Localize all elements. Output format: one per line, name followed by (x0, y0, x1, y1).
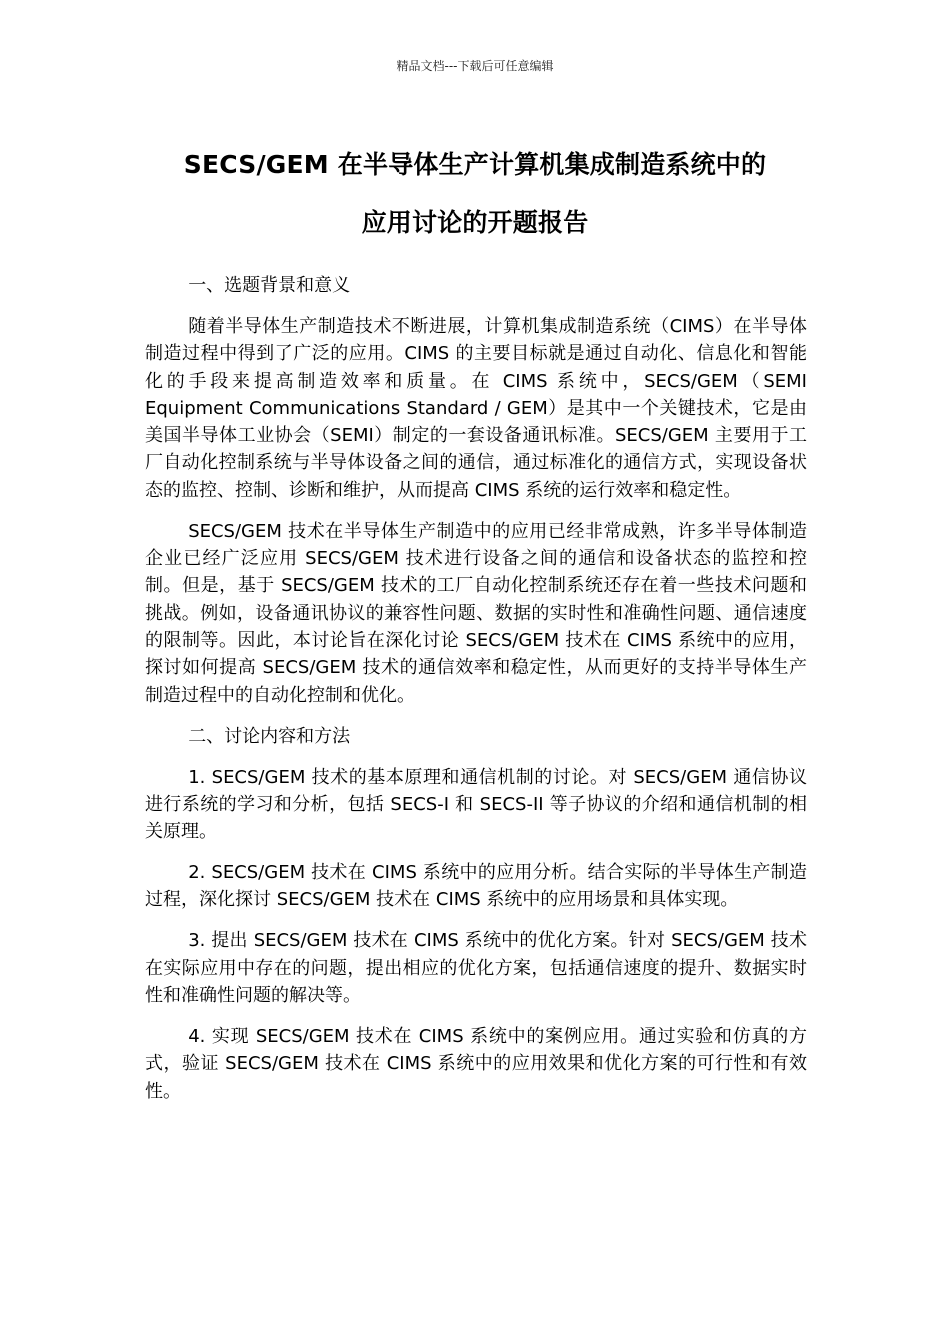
list-item-4: 4. 实现 SECS/GEM 技术在 CIMS 系统中的案例应用。通过实验和仿真的方式，验证 SECS/GEM 技术在 CIMS 系统中的应用效果和优化方案的可行性和有效性。 (145, 1025, 807, 1102)
document-title (100, 136, 850, 252)
section-heading-background: 一、选题背景和意义 (188, 275, 351, 296)
list-item-3: 3. 提出 SECS/GEM 技术在 CIMS 系统中的优化方案。针对 SECS/GEM 技术在实际应用中存在的问题，提出相应的优化方案，包括通信速度的提升、数据实时性和准确性问题的解决等。 (145, 930, 807, 1006)
title-line-2: 应用讨论的开题报告 (361, 208, 589, 237)
list-item-2: 2. SECS/GEM 技术在 CIMS 系统中的应用分析。结合实际的半导体生产制造过程，深化探讨 SECS/GEM 技术在 CIMS 系统中的应用场景和具体实现。 (145, 862, 807, 911)
paragraph-background-2: SECS/GEM 技术在半导体生产制造中的应用已经非常成熟，许多半导体制造企业已经广泛应用 SECS/GEM 技术进行设备之间的通信和设备状态的监控和控制。但是，基于 SECS/GEM 技术的工厂自动化控制系统还存在着一些技术问题和挑战。例如，设备通讯协议的兼容性问题、数据的实时性和准确性问题、通信速度的限制等。因此，本讨论旨在深化讨论 SECS/GEM 技术在 CIMS 系统中的应用，探讨如何提高 SECS/GEM 技术的通信效率和稳定性，从而更好的支持半导体生产制造过程中的自动化控制和优化。 (145, 520, 807, 706)
title-line-1: SECS/GEM 在半导体生产计算机集成制造系统中的 (183, 150, 767, 179)
page-header: 精品文档---下载后可任意编辑 (396, 59, 554, 73)
list-item-1: 1. SECS/GEM 技术的基本原理和通信机制的讨论。对 SECS/GEM 通信协议进行系统的学习和分析，包括 SECS-I 和 SECS-II 等子协议的介绍和通信机制的相关原理。 (145, 766, 807, 843)
document-body (145, 272, 807, 1119)
section-heading-methods: 二、讨论内容和方法 (188, 725, 351, 747)
paragraph-background-1: 随着半导体生产制造技术不断进展，计算机集成制造系统（CIMS）在半导体制造过程中得到了广泛的应用。CIMS 的主要目标就是通过自动化、信息化和智能化的手段来提高制造效率和质量。在 CIMS 系统中，SECS/GEM（SEMI Equipment Communications Standard / GEM）是其中一个关键技术，它是由美国半导体工业协会（SEMI）制定的一套设备通讯标准。SECS/GEM 主要用于工厂自动化控制系统与半导体设备之间的通信，通过标准化的通信方式，实现设备状态的监控、控制、诊断和维护，从而提高 CIMS 系统的运行效率和稳定性。 (145, 315, 807, 501)
